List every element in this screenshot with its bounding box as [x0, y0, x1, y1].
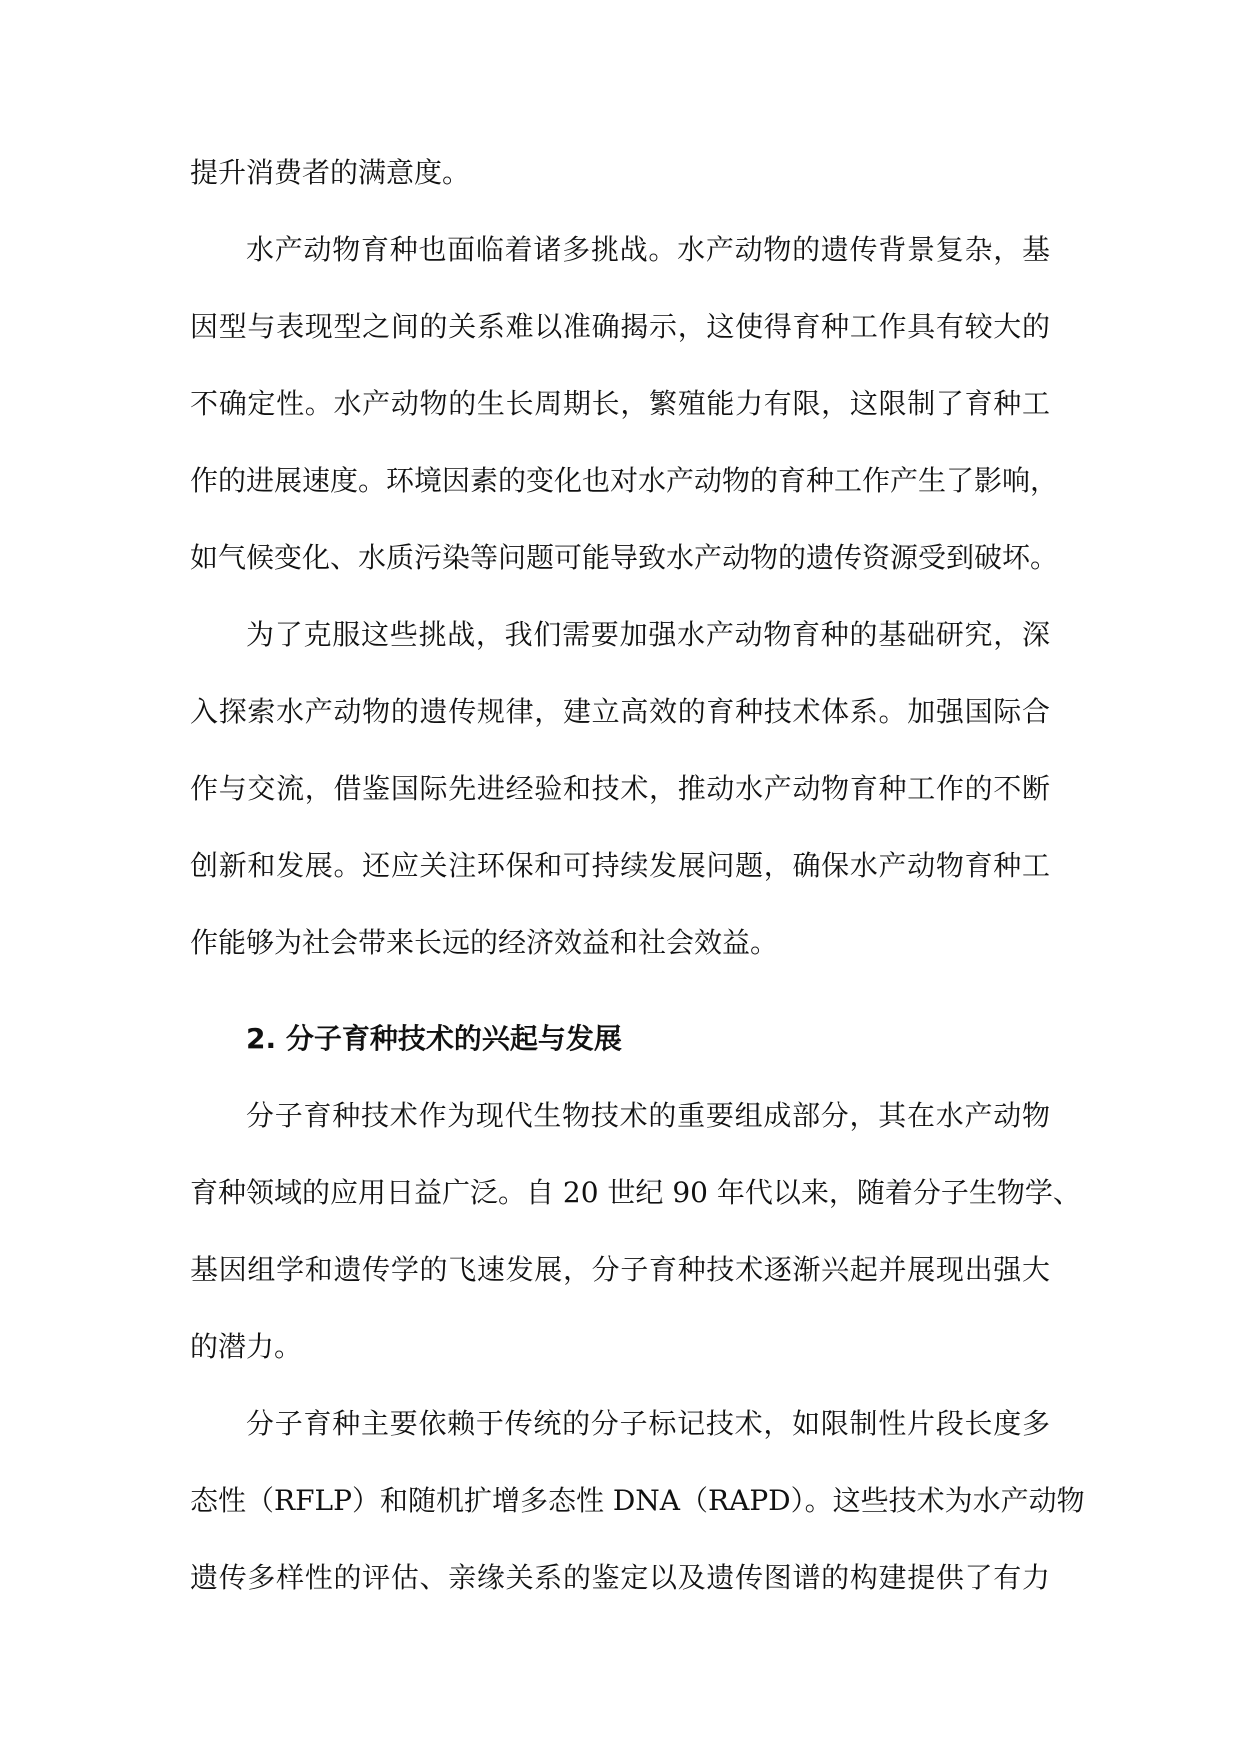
body-text-line: 的潜力。 — [190, 1330, 303, 1363]
body-text-line: 作与交流，借鉴国际先进经验和技术，推动水产动物育种工作的不断 — [190, 772, 1050, 805]
paragraph-first-line: 水产动物育种也面临着诸多挑战。水产动物的遗传背景复杂，基 — [246, 233, 1050, 266]
body-text-line: 不确定性。水产动物的生长周期长，繁殖能力有限，这限制了育种工 — [190, 387, 1050, 420]
body-text-line: 如气候变化、水质污染等问题可能导致水产动物的遗传资源受到破坏。 — [190, 541, 1059, 574]
body-text-line: 因型与表现型之间的关系难以准确揭示，这使得育种工作具有较大的 — [190, 310, 1050, 343]
section-heading: 2. 分子育种技术的兴起与发展 — [246, 1022, 622, 1055]
body-text-line: 作的进展速度。环境因素的变化也对水产动物的育种工作产生了影响， — [190, 464, 1059, 497]
body-text-line: 基因组学和遗传学的飞速发展，分子育种技术逐渐兴起并展现出强大 — [190, 1253, 1050, 1286]
paragraph-first-line: 分子育种主要依赖于传统的分子标记技术，如限制性片段长度多 — [246, 1407, 1050, 1440]
body-text-line: 作能够为社会带来长远的经济效益和社会效益。 — [190, 926, 779, 959]
body-text-line: 遗传多样性的评估、亲缘关系的鉴定以及遗传图谱的构建提供了有力 — [190, 1561, 1050, 1594]
body-text-line: 提升消费者的满意度。 — [190, 156, 471, 189]
paragraph-first-line: 为了克服这些挑战，我们需要加强水产动物育种的基础研究，深 — [246, 618, 1050, 651]
body-text-line: 入探索水产动物的遗传规律，建立高效的育种技术体系。加强国际合 — [190, 695, 1050, 728]
body-text-line: 态性（RFLP）和随机扩增多态性 DNA（RAPD）。这些技术为水产动物 — [190, 1484, 1085, 1517]
body-text-line: 创新和发展。还应关注环保和可持续发展问题，确保水产动物育种工 — [190, 849, 1050, 882]
body-text-line: 育种领域的应用日益广泛。自 20 世纪 90 年代以来，随着分子生物学、 — [190, 1176, 1081, 1209]
paragraph-first-line: 分子育种技术作为现代生物技术的重要组成部分，其在水产动物 — [246, 1099, 1050, 1132]
